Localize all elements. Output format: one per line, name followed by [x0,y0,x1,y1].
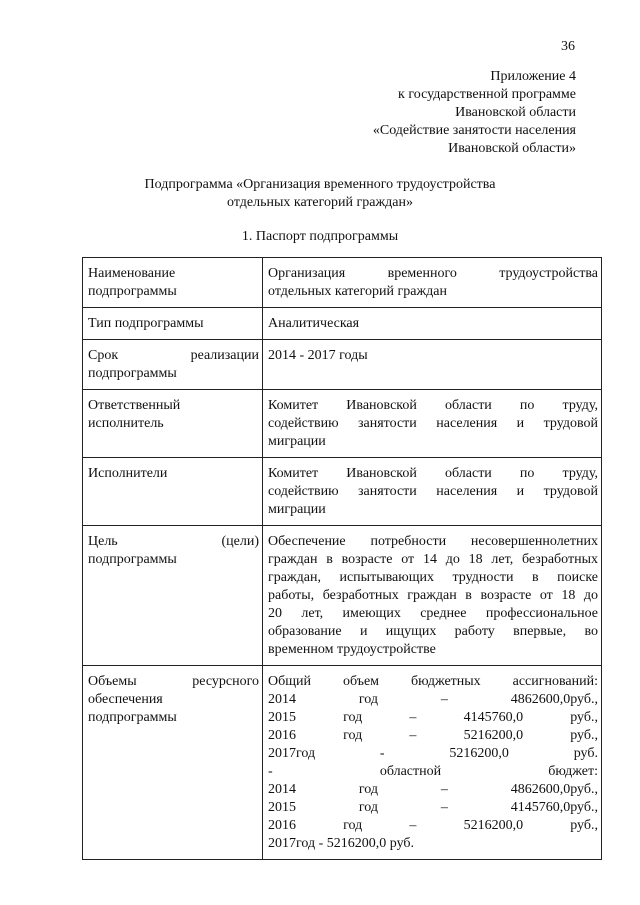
appendix-line: Ивановской области» [448,141,576,156]
cell-text-line: Исполнители [88,466,168,481]
cell-text-line: миграции [268,434,326,449]
cell-text-line: Наименование [88,266,176,281]
appendix-line: «Содействие занятости населения [372,123,576,138]
cell-text-line: Ответственный [88,398,181,413]
passport-table-body [83,258,602,860]
passport-row-value [263,526,602,666]
passport-row [83,458,602,526]
cell-text-line: 2014 год – 4862600,0руб., [268,692,598,707]
cell-text-line: Объемы ресурсного [88,674,259,689]
cell-text-line: исполнитель [88,416,164,431]
cell-text-line: Комитет Ивановской области по труду, [268,466,598,481]
passport-row [83,340,602,390]
cell-text-line: отдельных категорий граждан [268,284,447,299]
subprogram-title [0,176,640,212]
cell-text-line: граждан в возрасте от 14 до 18 лет, безработных [268,552,598,567]
passport-row-value [263,666,602,860]
cell-text-line: работы, безработных граждан в возрасте от 18 до [268,588,598,603]
appendix-note [373,68,576,158]
cell-text-line: содействию занятости населения и трудовой [268,416,598,431]
passport-row [83,308,602,340]
appendix-line: Ивановской области [455,105,576,120]
cell-text-line: 2014 год – 4862600,0руб., [268,782,598,797]
passport-row-label [83,390,263,458]
passport-row [83,526,602,666]
passport-table [82,257,602,860]
cell-text-line: 2016 год – 5216200,0 руб., [268,818,598,833]
cell-text-line: миграции [268,502,326,517]
passport-row [83,666,602,860]
cell-text-line: образование и ищущих работу впервые, во [268,624,598,639]
cell-text-line: Организация временного трудоустройства [268,266,598,281]
passport-row-value [263,390,602,458]
passport-row-label [83,458,263,526]
cell-text-line: - областной бюджет: [268,764,598,779]
cell-text-line: обеспечения [88,692,163,707]
cell-text-line: Цель (цели) [88,534,259,549]
cell-text-line: 2017год - 5216200,0 руб. [268,746,598,761]
passport-row [83,390,602,458]
passport-row-label [83,258,263,308]
cell-text-line: подпрограммы [88,366,177,381]
cell-text-line: 2014 - 2017 годы [268,348,368,363]
cell-text-line: Тип подпрограммы [88,316,204,331]
cell-text-line: 2015 год – 4145760,0 руб., [268,710,598,725]
section-title: 1. Паспорт подпрограммы [241,229,399,244]
passport-row-value [263,458,602,526]
appendix-line: к государственной программе [398,87,576,102]
cell-text-line: подпрограммы [88,710,177,725]
cell-text-line: 2017год - 5216200,0 руб. [268,836,415,851]
cell-text-line: граждан, испытывающих трудности в поиске [268,570,598,585]
cell-text-line: содействию занятости населения и трудовой [268,484,598,499]
passport-row [83,258,602,308]
cell-text-line: временном трудоустройстве [268,642,436,657]
cell-text-line: 20 лет, имеющих среднее профессиональное [268,606,598,621]
cell-text-line: Обеспечение потребности несовершеннолетних [268,534,598,549]
passport-row-value [263,308,602,340]
cell-text-line: Срок реализации [88,348,259,363]
cell-text-line: Комитет Ивановской области по труду, [268,398,598,413]
cell-text-line: Общий объем бюджетных ассигнований: [268,674,598,689]
cell-text-line: 2016 год – 5216200,0 руб., [268,728,598,743]
cell-text-line: Аналитическая [268,316,360,331]
passport-row-label [83,526,263,666]
cell-text-line: подпрограммы [88,552,177,567]
passport-row-label [83,308,263,340]
subprogram-title-line: Подпрограмма «Организация временного трудоустройства [144,177,496,192]
cell-text-line: 2015 год – 4145760,0руб., [268,800,598,815]
appendix-line: Приложение 4 [490,69,576,84]
page-number: 36 [561,39,575,54]
passport-row-label [83,340,263,390]
passport-row-value [263,340,602,390]
passport-row-value [263,258,602,308]
passport-row-label [83,666,263,860]
subprogram-title-line: отдельных категорий граждан» [227,195,413,210]
cell-text-line: подпрограммы [88,284,177,299]
